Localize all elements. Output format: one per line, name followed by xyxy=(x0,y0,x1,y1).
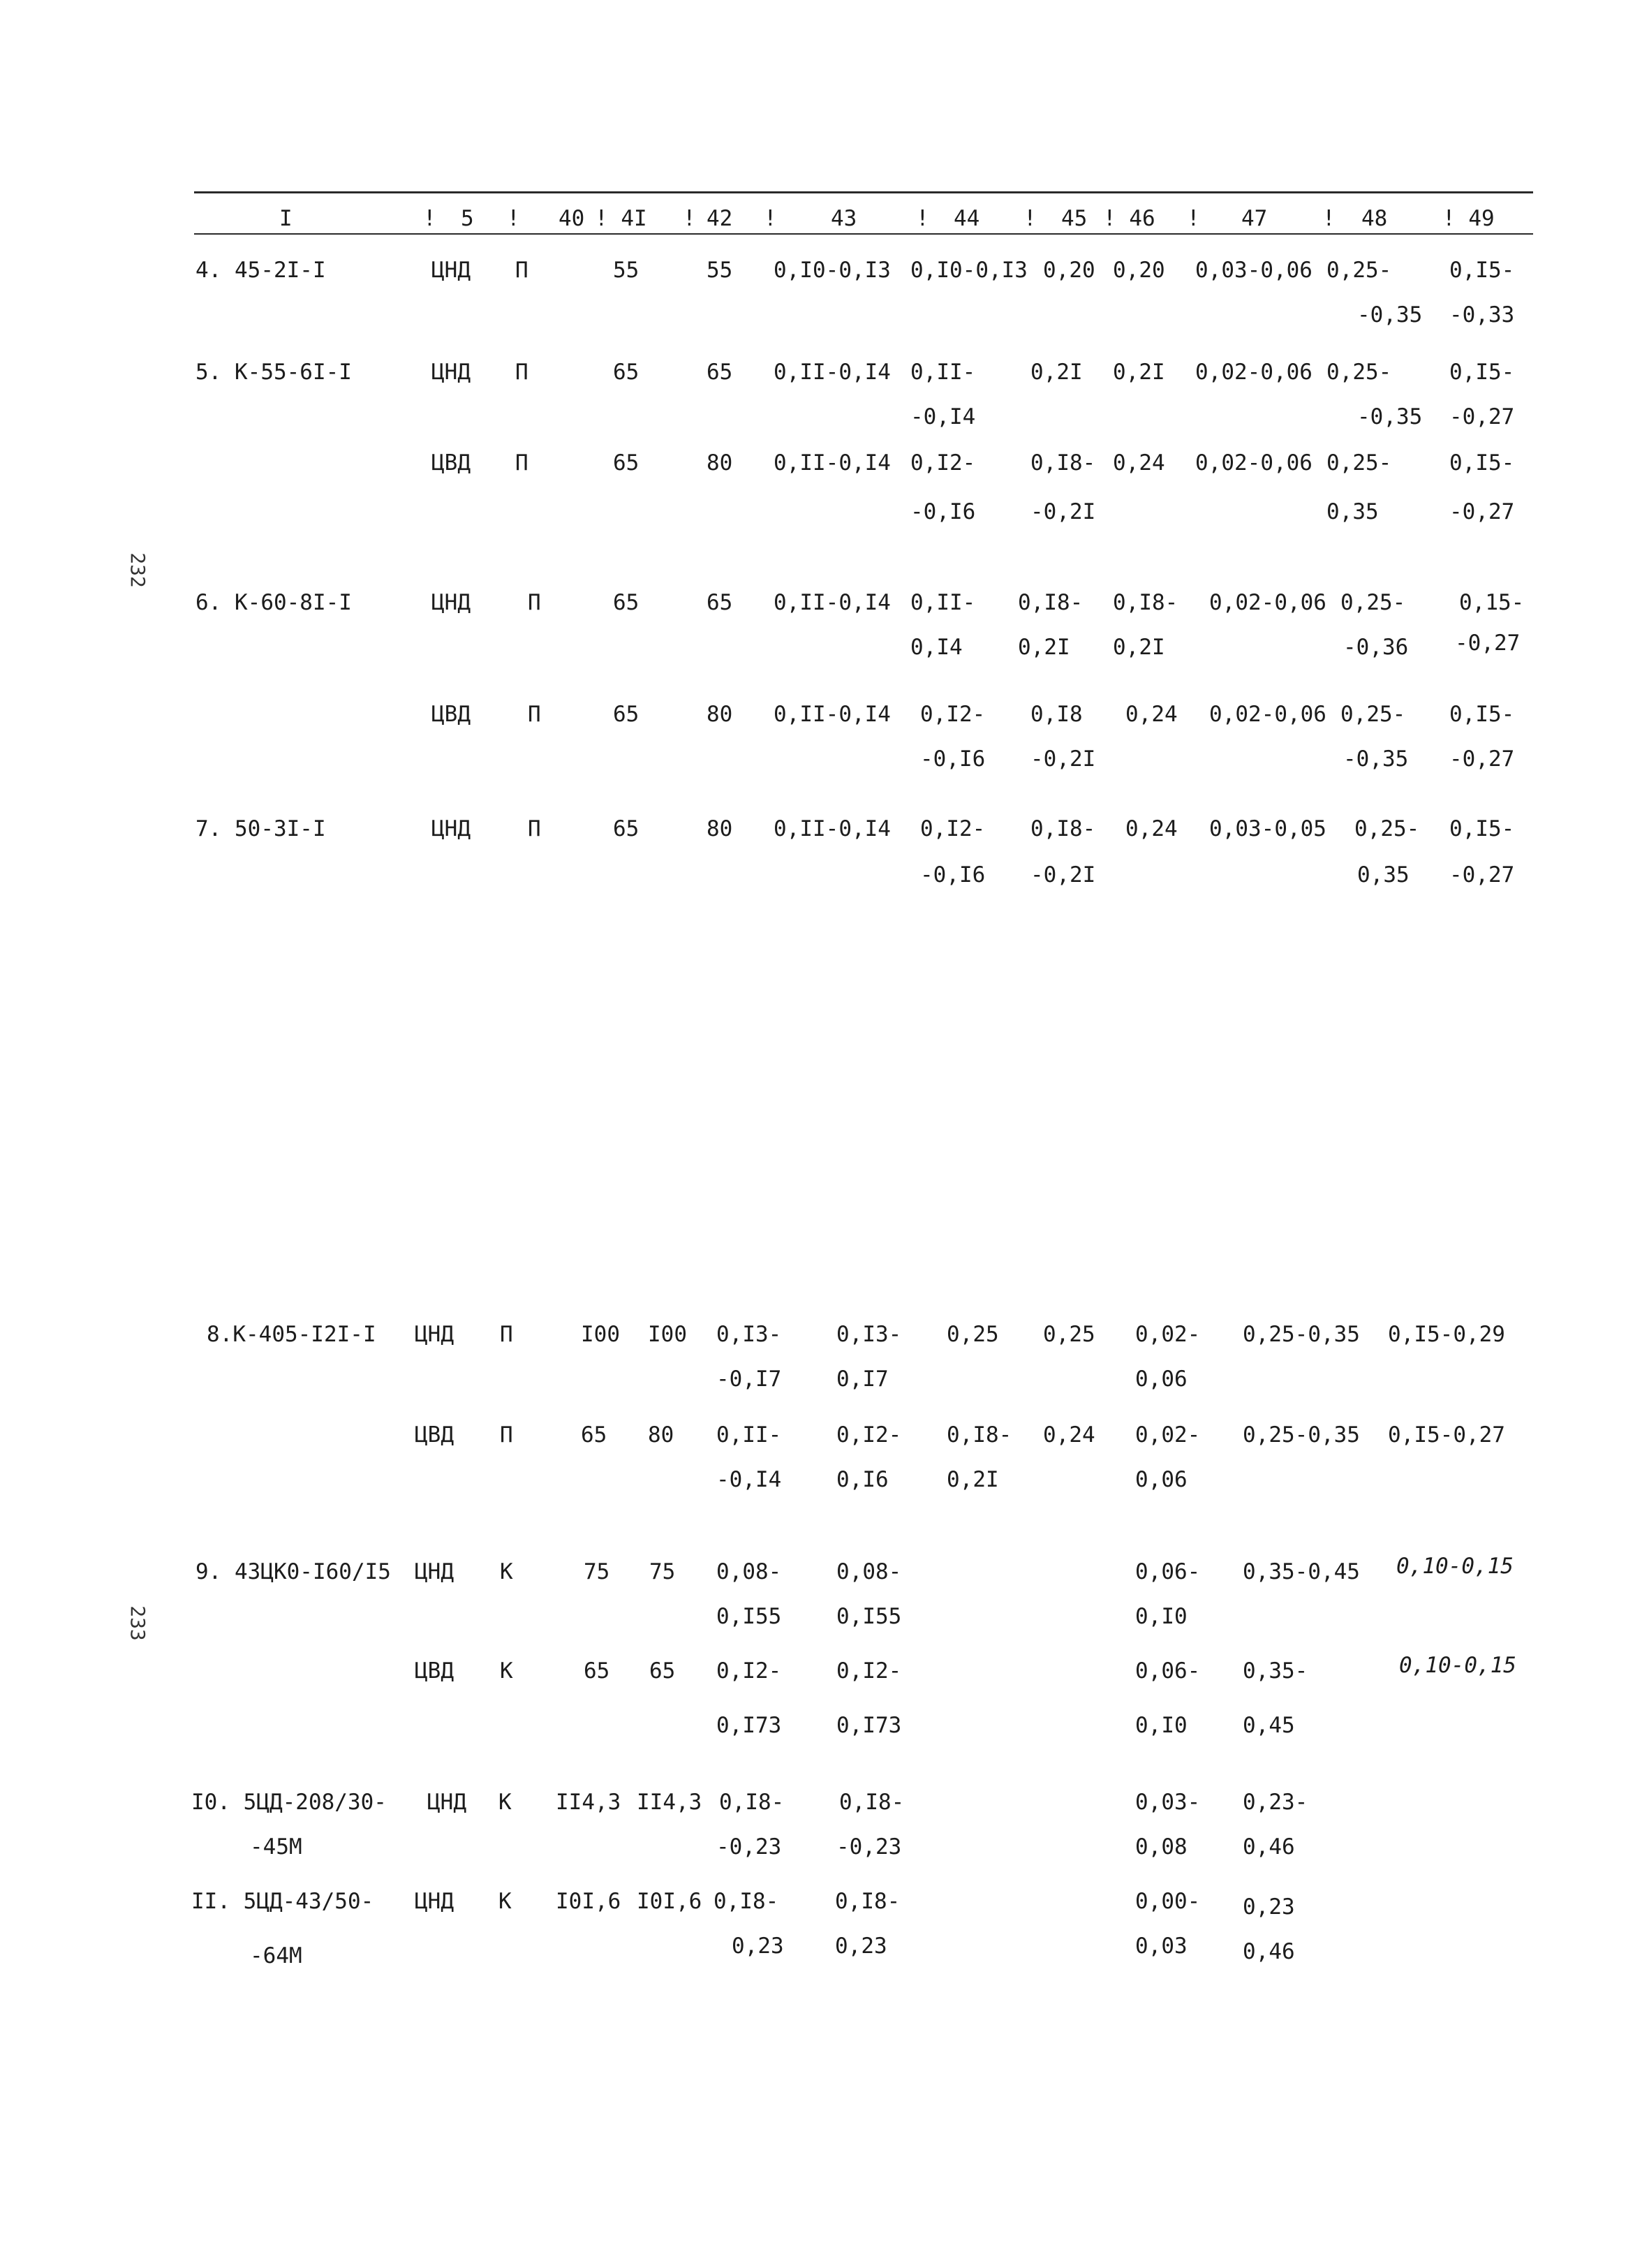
cell-46-line1: 0,I8- xyxy=(1113,590,1178,615)
cell-43: 0,II-0,I4 xyxy=(774,360,891,385)
header-col-45: 45 xyxy=(1061,206,1088,231)
header-sep: ! xyxy=(683,206,696,231)
cell-42: 55 xyxy=(707,258,733,283)
material: К xyxy=(498,1889,512,1914)
cell-44: 0,I0-0,I3 xyxy=(910,258,1028,283)
cell-47-line1: 0,03- xyxy=(1135,1790,1201,1815)
cylinder: ЦНД xyxy=(415,1559,454,1584)
cell-49: 0,I5-0,27 xyxy=(1388,1422,1505,1448)
cell-46-line2: 0,2I xyxy=(1113,635,1165,660)
cylinder: ЦВД xyxy=(431,450,471,476)
material: П xyxy=(500,1322,513,1347)
cell-47-line1: 0,06- xyxy=(1135,1658,1201,1684)
header-col-43: 43 xyxy=(831,206,857,231)
cell-41: 65 xyxy=(649,1658,676,1684)
cell-45-line2: 0,2I xyxy=(1018,635,1070,660)
cell-44-line2: 0,23 xyxy=(835,1934,887,1959)
cell-49: 0,I5-0,29 xyxy=(1388,1322,1505,1347)
cell-48-line2: -0,35 xyxy=(1357,404,1423,429)
cell-40: 65 xyxy=(613,702,639,727)
cell-44-line2: -0,I6 xyxy=(910,499,976,524)
cell-48-line2: 0,35 xyxy=(1326,499,1379,524)
cell-48-line1: 0,23 xyxy=(1243,1894,1295,1920)
cell-46: 0,24 xyxy=(1125,816,1178,841)
row-label: I0. 5ЦД-208/30- xyxy=(191,1790,387,1815)
cell-47: 0,02-0,06 xyxy=(1209,702,1326,727)
cell-49: 0,10-0,15 xyxy=(1396,1554,1514,1579)
cell-41: I0I,6 xyxy=(637,1889,702,1914)
material: П xyxy=(515,360,528,385)
cell-43-line2: 0,I55 xyxy=(716,1604,782,1629)
cell-45-line2: -0,2I xyxy=(1030,862,1096,888)
header-col-48: 48 xyxy=(1361,206,1388,231)
header-sep: ! xyxy=(764,206,777,231)
cell-49-line1: 0,I5- xyxy=(1449,702,1515,727)
cell-47-line2: 0,I0 xyxy=(1135,1713,1188,1738)
cell-44-line1: 0,I3- xyxy=(836,1322,902,1347)
cell-47-line2: 0,08 xyxy=(1135,1834,1188,1860)
cylinder: ЦВД xyxy=(431,702,471,727)
row-label-line2: -45М xyxy=(250,1834,302,1860)
cell-45-line1: 0,I8- xyxy=(1018,590,1084,615)
row-label: II. 5ЦД-43/50- xyxy=(191,1889,374,1914)
header-col-41: ! 4I xyxy=(595,206,647,231)
row-label: 5. К-55-6I-I xyxy=(195,360,352,385)
material: П xyxy=(528,816,541,841)
cell-43: 0,II-0,I4 xyxy=(774,702,891,727)
cell-40: I00 xyxy=(581,1322,620,1347)
cell-40: 75 xyxy=(584,1559,610,1584)
cell-45-line1: 0,I8- xyxy=(1030,450,1096,476)
cell-48-line1: 0,25- xyxy=(1326,450,1392,476)
cell-49-line2: -0,33 xyxy=(1449,302,1515,327)
cell-48-line2: -0,36 xyxy=(1343,635,1409,660)
material: К xyxy=(500,1559,513,1584)
cell-45-line1: 0,I8- xyxy=(1030,816,1096,841)
cylinder: ЦНД xyxy=(431,816,471,841)
cell-49-line2: -0,27 xyxy=(1455,631,1521,656)
page-number-top: 232 xyxy=(126,552,149,588)
row-label: 7. 50-3I-I xyxy=(195,816,326,841)
cell-47-line2: 0,I0 xyxy=(1135,1604,1188,1629)
cylinder: ЦВД xyxy=(415,1658,454,1684)
cell-43-line1: 0,I2- xyxy=(716,1658,782,1684)
cell-44-line1: 0,I2- xyxy=(836,1658,902,1684)
cell-45: 0,20 xyxy=(1043,258,1095,283)
header-sep: ! xyxy=(507,206,520,231)
cell-46: 0,25 xyxy=(1043,1322,1095,1347)
cell-49-line1: 0,I5- xyxy=(1449,450,1515,476)
cell-43-line1: 0,I8- xyxy=(713,1889,779,1914)
cell-40: 65 xyxy=(581,1422,607,1448)
cylinder: ЦНД xyxy=(431,258,471,283)
cell-43: 0,II-0,I4 xyxy=(774,450,891,476)
cell-41: II4,3 xyxy=(637,1790,702,1815)
row-label: 9. 43ЦК0-I60/I5 xyxy=(195,1559,391,1584)
cell-42: 80 xyxy=(707,816,733,841)
cylinder: ЦНД xyxy=(431,360,471,385)
cell-48-line2: 0,35 xyxy=(1357,862,1410,888)
cell-44-line1: 0,II- xyxy=(910,360,976,385)
material: К xyxy=(498,1790,512,1815)
cell-40: 65 xyxy=(613,590,639,615)
cell-49-line2: -0,27 xyxy=(1449,499,1515,524)
header-sep: ! xyxy=(1322,206,1336,231)
cell-42: 65 xyxy=(707,360,733,385)
cell-44-line2: -0,I6 xyxy=(920,862,986,888)
cell-45-line2: -0,2I xyxy=(1030,746,1096,772)
cell-47: 0,02-0,06 xyxy=(1195,450,1312,476)
header-col-46: ! 46 xyxy=(1103,206,1155,231)
cell-49-line2: -0,27 xyxy=(1449,862,1515,888)
cell-45-line1: 0,I8 xyxy=(1030,702,1083,727)
cell-46: 0,24 xyxy=(1125,702,1178,727)
row-label: 6. К-60-8I-I xyxy=(195,590,352,615)
cell-49-line1: 0,I5- xyxy=(1449,360,1515,385)
header-top-rule xyxy=(194,191,1533,193)
cell-49-line2: -0,27 xyxy=(1449,404,1515,429)
cell-44-line2: -0,I4 xyxy=(910,404,976,429)
cell-44-line2: -0,23 xyxy=(836,1834,902,1860)
cell-47-line2: 0,03 xyxy=(1135,1934,1188,1959)
cell-48-line1: 0,25- xyxy=(1340,590,1406,615)
cell-42: 65 xyxy=(707,590,733,615)
cell-43: 0,I0-0,I3 xyxy=(774,258,891,283)
cell-42: 80 xyxy=(707,702,733,727)
header-col-5: 5 xyxy=(461,206,474,231)
cell-48: 0,25-0,35 xyxy=(1243,1422,1360,1448)
cell-44-line2: 0,I55 xyxy=(836,1604,902,1629)
cell-40: 55 xyxy=(613,258,639,283)
cell-48-line1: 0,25- xyxy=(1354,816,1420,841)
cell-40: 65 xyxy=(613,816,639,841)
header-sep: ! xyxy=(423,206,436,231)
cell-45: 0,25 xyxy=(947,1322,999,1347)
cell-45: 0,2I xyxy=(1030,360,1083,385)
cell-43-line2: 0,I73 xyxy=(716,1713,782,1738)
cell-40: 65 xyxy=(584,1658,610,1684)
cell-48-line2: 0,46 xyxy=(1243,1834,1295,1860)
cell-47: 0,03-0,05 xyxy=(1209,816,1326,841)
cell-47: 0,03-0,06 xyxy=(1195,258,1312,283)
cell-40: II4,3 xyxy=(556,1790,621,1815)
cell-45-line2: -0,2I xyxy=(1030,499,1096,524)
material: П xyxy=(515,258,528,283)
row-label: 8.К-405-I2I-I xyxy=(207,1322,376,1347)
cell-43-line2: -0,I7 xyxy=(716,1367,782,1392)
cell-47: 0,02-0,06 xyxy=(1195,360,1312,385)
cell-43-line1: 0,II- xyxy=(716,1422,782,1448)
cell-48: 0,35-0,45 xyxy=(1243,1559,1360,1584)
header-col-1: I xyxy=(279,206,293,231)
header-col-47: 47 xyxy=(1241,206,1268,231)
cell-48-line2: 0,45 xyxy=(1243,1713,1295,1738)
cell-47-line1: 0,02- xyxy=(1135,1422,1201,1448)
cell-48-line2: -0,35 xyxy=(1343,746,1409,772)
cylinder: ЦНД xyxy=(427,1790,466,1815)
header-sep: ! xyxy=(1023,206,1037,231)
cylinder: ЦНД xyxy=(415,1322,454,1347)
cell-48-line1: 0,25- xyxy=(1326,258,1392,283)
cell-41: I00 xyxy=(648,1322,687,1347)
header-sep: ! xyxy=(916,206,929,231)
header-sep: ! xyxy=(1187,206,1200,231)
cell-47-line1: 0,00- xyxy=(1135,1889,1201,1914)
cell-41: 80 xyxy=(648,1422,674,1448)
cell-42: 80 xyxy=(707,450,733,476)
cell-43-line1: 0,08- xyxy=(716,1559,782,1584)
cell-45-line1: 0,I8- xyxy=(947,1422,1012,1448)
cell-46: 0,24 xyxy=(1113,450,1165,476)
cell-44-line1: 0,I2- xyxy=(836,1422,902,1448)
cell-44-line1: 0,08- xyxy=(836,1559,902,1584)
cell-49: 0,10-0,15 xyxy=(1399,1653,1516,1678)
header-col-49: ! 49 xyxy=(1442,206,1495,231)
cell-43-line2: 0,23 xyxy=(732,1934,784,1959)
cell-47: 0,02-0,06 xyxy=(1209,590,1326,615)
cell-49-line1: 0,15- xyxy=(1459,590,1525,615)
cell-48-line2: 0,46 xyxy=(1243,1939,1295,1964)
cell-44-line2: 0,I7 xyxy=(836,1367,889,1392)
header-col-44: 44 xyxy=(954,206,980,231)
cell-40: I0I,6 xyxy=(556,1889,621,1914)
material: П xyxy=(500,1422,513,1448)
cell-46: 0,2I xyxy=(1113,360,1165,385)
cell-41: 75 xyxy=(649,1559,676,1584)
cell-48-line1: 0,35- xyxy=(1243,1658,1308,1684)
cell-47-line2: 0,06 xyxy=(1135,1467,1188,1492)
cell-40: 65 xyxy=(613,450,639,476)
material: П xyxy=(515,450,528,476)
cell-43: 0,II-0,I4 xyxy=(774,816,891,841)
cell-44-line1: 0,I2- xyxy=(920,702,986,727)
row-label-line2: -64М xyxy=(250,1943,302,1968)
material: П xyxy=(528,590,541,615)
page-number-bottom: 233 xyxy=(126,1605,149,1641)
header-col-40: 40 xyxy=(559,206,585,231)
cell-44-line1: 0,I8- xyxy=(839,1790,905,1815)
row-label: 4. 45-2I-I xyxy=(195,258,326,283)
cell-46: 0,24 xyxy=(1043,1422,1095,1448)
cell-43-line1: 0,I8- xyxy=(719,1790,785,1815)
cell-48-line1: 0,25- xyxy=(1326,360,1392,385)
cell-44-line1: 0,II- xyxy=(910,590,976,615)
cell-49-line1: 0,I5- xyxy=(1449,258,1515,283)
cell-43: 0,II-0,I4 xyxy=(774,590,891,615)
cell-43-line2: -0,I4 xyxy=(716,1467,782,1492)
cell-44-line2: -0,I6 xyxy=(920,746,986,772)
header-col-42: 42 xyxy=(707,206,733,231)
cell-48: 0,25-0,35 xyxy=(1243,1322,1360,1347)
cylinder: ЦНД xyxy=(431,590,471,615)
cell-44-line2: 0,I4 xyxy=(910,635,963,660)
cylinder: ЦВД xyxy=(415,1422,454,1448)
cell-45-line2: 0,2I xyxy=(947,1467,999,1492)
cell-47-line1: 0,06- xyxy=(1135,1559,1201,1584)
cell-44-line1: 0,I8- xyxy=(835,1889,901,1914)
header-bottom-rule xyxy=(194,233,1533,235)
material: К xyxy=(500,1658,513,1684)
cell-47-line1: 0,02- xyxy=(1135,1322,1201,1347)
material: П xyxy=(528,702,541,727)
cell-43-line2: -0,23 xyxy=(716,1834,782,1860)
cell-48-line1: 0,23- xyxy=(1243,1790,1308,1815)
cell-48-line2: -0,35 xyxy=(1357,302,1423,327)
cell-48-line1: 0,25- xyxy=(1340,702,1406,727)
cell-44-line1: 0,I2- xyxy=(920,816,986,841)
cell-44-line2: 0,I73 xyxy=(836,1713,902,1738)
cell-43-line1: 0,I3- xyxy=(716,1322,782,1347)
cell-44-line1: 0,I2- xyxy=(910,450,976,476)
cylinder: ЦНД xyxy=(415,1889,454,1914)
cell-40: 65 xyxy=(613,360,639,385)
cell-49-line1: 0,I5- xyxy=(1449,816,1515,841)
cell-46: 0,20 xyxy=(1113,258,1165,283)
cell-44-line2: 0,I6 xyxy=(836,1467,889,1492)
cell-49-line2: -0,27 xyxy=(1449,746,1515,772)
cell-47-line2: 0,06 xyxy=(1135,1367,1188,1392)
